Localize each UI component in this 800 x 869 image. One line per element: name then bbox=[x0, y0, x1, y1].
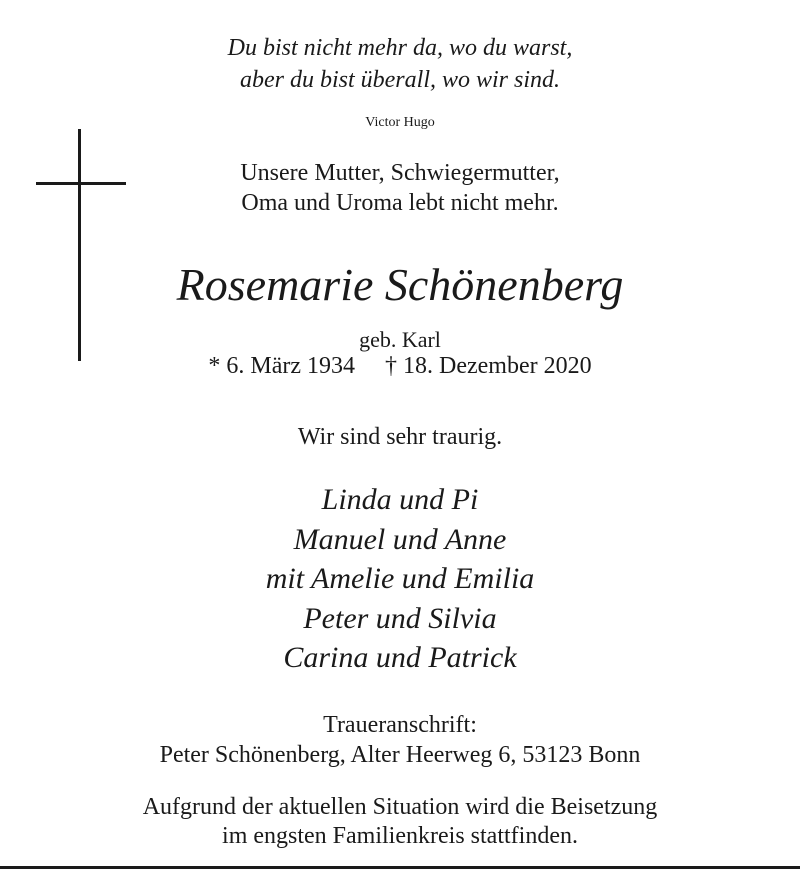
address-value: Peter Schönenberg, Alter Heerweg 6, 53123 Bonn bbox=[159, 742, 641, 768]
family-list bbox=[0, 480, 800, 678]
mourning-statement: Wir sind sehr traurig. bbox=[297, 424, 503, 450]
family-member: Carina und Patrick bbox=[283, 641, 517, 674]
intro-line-1: Unsere Mutter, Schwiegermutter, bbox=[240, 160, 560, 186]
deceased-name: Rosemarie Schönenberg bbox=[176, 259, 624, 310]
intro-text bbox=[0, 158, 800, 218]
maiden-name: geb. Karl bbox=[359, 327, 441, 352]
life-dates bbox=[0, 353, 800, 380]
mourning-address bbox=[0, 710, 800, 770]
quote-line-2: aber du bist überall, wo wir sind. bbox=[239, 67, 561, 93]
family-member: Peter und Silvia bbox=[303, 601, 497, 635]
quote-line-1: Du bist nicht mehr da, wo du warst, bbox=[227, 35, 573, 61]
family-member: Manuel und Anne bbox=[293, 522, 507, 556]
death-date: † 18. Dezember 2020 bbox=[385, 353, 592, 379]
funeral-note-line-1: Aufgrund der aktuellen Situation wird die Beisetzung bbox=[142, 794, 658, 820]
family-member: mit Amelie und Emilia bbox=[265, 562, 535, 595]
funeral-note-line-2: im engsten Familienkreis stattfinden. bbox=[222, 823, 578, 849]
intro-line-2: Oma und Uroma lebt nicht mehr. bbox=[241, 190, 559, 216]
birth-date: * 6. März 1934 bbox=[208, 353, 356, 379]
quote-author: Victor Hugo bbox=[365, 115, 435, 130]
address-label: Traueranschrift: bbox=[323, 712, 477, 738]
quote bbox=[0, 32, 800, 96]
funeral-note bbox=[0, 793, 800, 851]
family-member: Linda und Pi bbox=[321, 483, 479, 516]
